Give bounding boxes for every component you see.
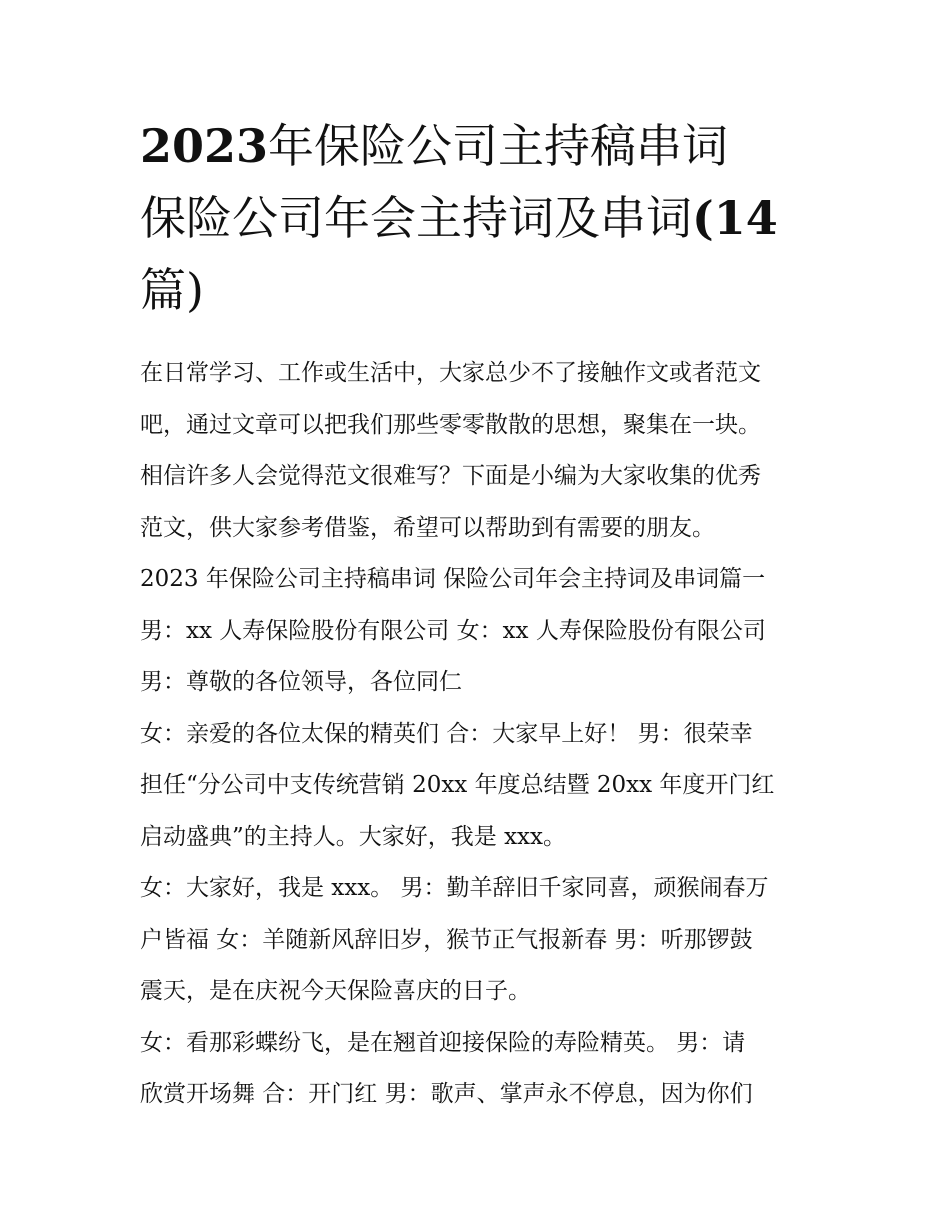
title-line-3-text: 篇)	[140, 263, 204, 317]
text-line: 户皆福 女：羊随新风辞旧岁，猴节正气报新春 男：听那锣鼓	[140, 926, 753, 953]
dialogue-paragraph	[140, 709, 820, 864]
text-line: 欣赏开场舞 合：开门红 男：歌声、掌声永不停息，因为你们	[140, 1081, 753, 1107]
text-line: 女：大家好，我是 xxx。 男：勤羊辞旧千家同喜，顽猴闹春万	[140, 875, 769, 901]
text-line: 男：xx 人寿保险股份有限公司 女：xx 人寿保险股份有限公司	[140, 617, 766, 644]
section-heading-paragraph	[140, 554, 820, 709]
title-year: 2023	[140, 119, 269, 173]
dialogue-paragraph	[140, 1018, 820, 1121]
text-line: 2023 年保险公司主持稿串词 保险公司年会主持词及串词篇一	[140, 566, 766, 592]
text-line: 在日常学习、工作或生活中，大家总少不了接触作文或者范文	[140, 360, 761, 386]
text-line: 吧，通过文章可以把我们那些零零散散的思想，聚集在一块。	[140, 411, 761, 438]
document-page	[140, 110, 820, 1121]
title-line-1-text: 年保险公司主持稿串词	[268, 119, 729, 173]
text-line: 范文，供大家参考借鉴，希望可以帮助到有需要的朋友。	[140, 514, 715, 541]
text-line: 启动盛典”的主持人。大家好，我是 xxx。	[140, 823, 566, 850]
document-body	[140, 348, 820, 1121]
title-line-1	[140, 110, 820, 182]
text-line: 担任“分公司中支传统营销 20xx 年度总结暨 20xx 年度开门红	[140, 772, 775, 798]
text-line: 女：看那彩蝶纷飞，是在翘首迎接保险的寿险精英。 男：请	[140, 1029, 746, 1056]
intro-paragraph	[140, 348, 820, 554]
title-line-2-text: 保险公司年会主持词及串词	[140, 191, 692, 245]
title-line-2-count: (14	[692, 191, 778, 245]
title-line-2	[140, 182, 820, 254]
text-line: 相信许多人会觉得范文很难写？下面是小编为大家收集的优秀	[140, 463, 761, 489]
text-line: 女：亲爱的各位太保的精英们 合：大家早上好！ 男：很荣幸	[140, 720, 753, 747]
text-line: 震天，是在庆祝今天保险喜庆的日子。	[140, 978, 531, 1004]
text-line: 男：尊敬的各位领导，各位同仁	[140, 669, 462, 695]
document-title	[140, 110, 820, 326]
title-line-3	[140, 254, 820, 326]
dialogue-paragraph	[140, 863, 820, 1018]
